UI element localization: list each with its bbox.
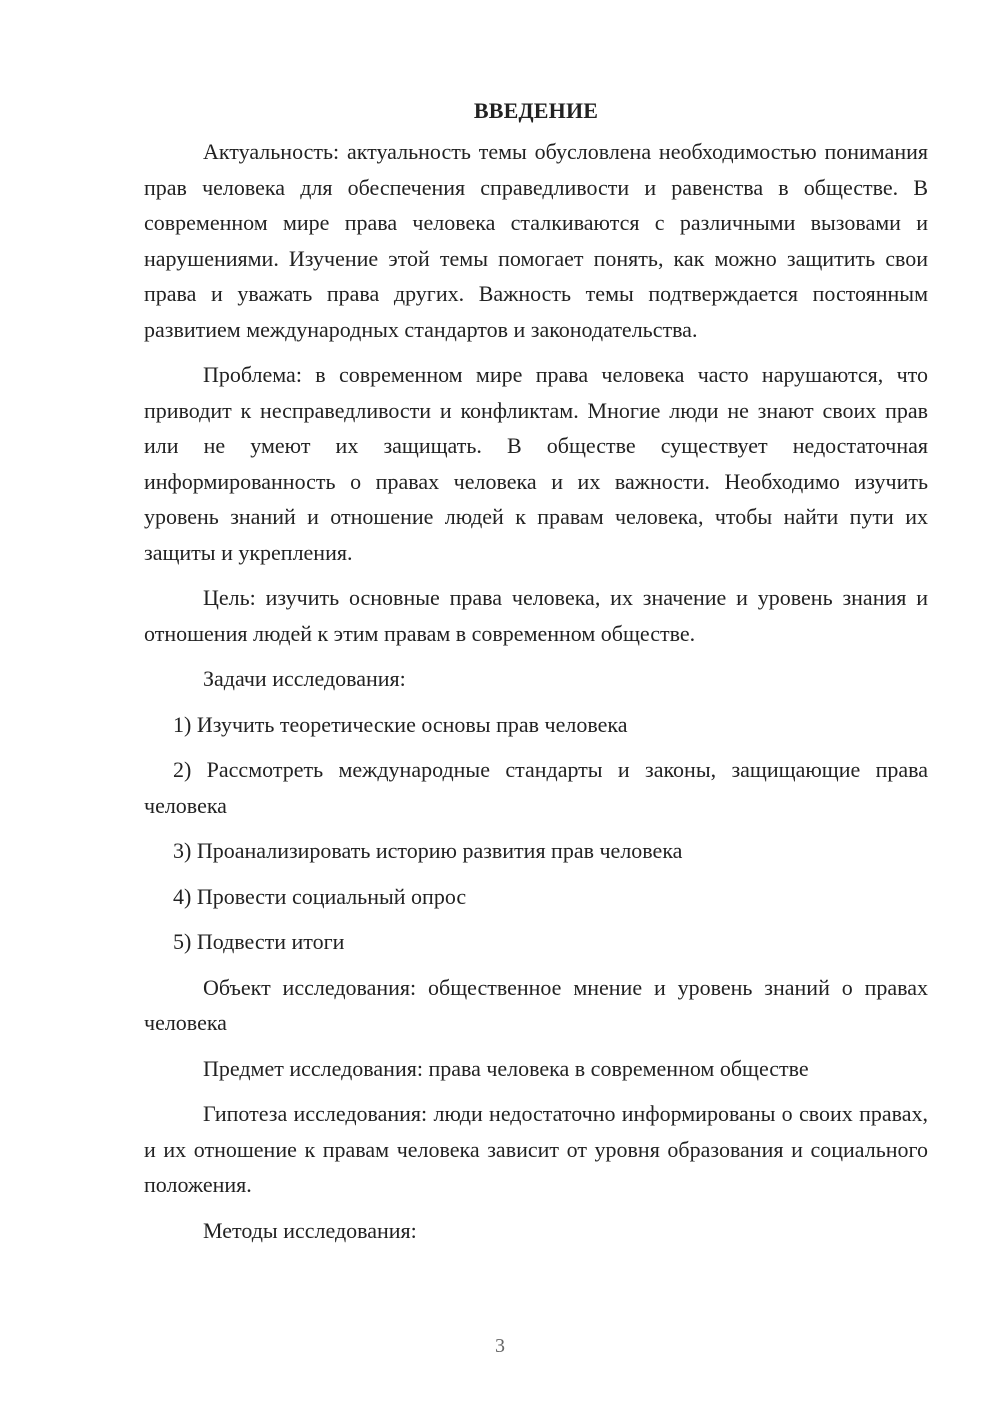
task-item-3: 3) Проанализировать историю развития прав человека [173,838,683,863]
research-subject-paragraph: Предмет исследования: права человека в современном обществе [203,1055,809,1081]
task-item-5: 5) Подвести итоги [173,929,345,954]
page-title: ВВЕДЕНИЕ [473,98,599,123]
tasks-heading: Задачи исследования: [203,666,406,691]
task-item-1: 1) Изучить теоретические основы прав человека [173,711,628,737]
task-item-4: 4) Провести социальный опрос [173,883,467,909]
methods-heading: Методы исследования: [203,1217,417,1243]
problem-paragraph: Проблема: в современном мире права человека часто нарушаются, что приводит к несправедливости и конфликтам. Многие люди не знают своих прав или не умеют их защищать. В обществе существует недостаточная информированность о правах человека и их важности. Необходимо изучить уровень знаний и отношение людей к правам человека, чтобы найти пути их защиты и укрепления. [144,362,928,565]
hypothesis-paragraph: Гипотеза исследования: люди недостаточно информированы о своих правах, и их отношение к правам человека зависит от уровня образования и социального положения. [144,1101,928,1197]
page-content [144,94,928,1258]
page-number: 3 [495,1335,505,1357]
relevance-paragraph: Актуальность: актуальность темы обусловлена необходимостью понимания прав человека для обеспечения справедливости и равенства в обществе. В современном мире права человека сталкиваются с различными вызовами и нарушениями. Изучение этой темы помогает понять, как можно защитить свои права и уважать права других. Важность темы подтверждается постоянным развитием международных стандартов и законодательства. [144,139,928,342]
task-item-2: 2) Рассмотреть международные стандарты и законы, защищающие права человека [144,757,928,818]
goal-paragraph: Цель: изучить основные права человека, их значение и уровень знания и отношения людей к этим правам в современном обществе. [144,585,928,646]
research-object-paragraph: Объект исследования: общественное мнение и уровень знаний о правах человека [144,974,928,1035]
